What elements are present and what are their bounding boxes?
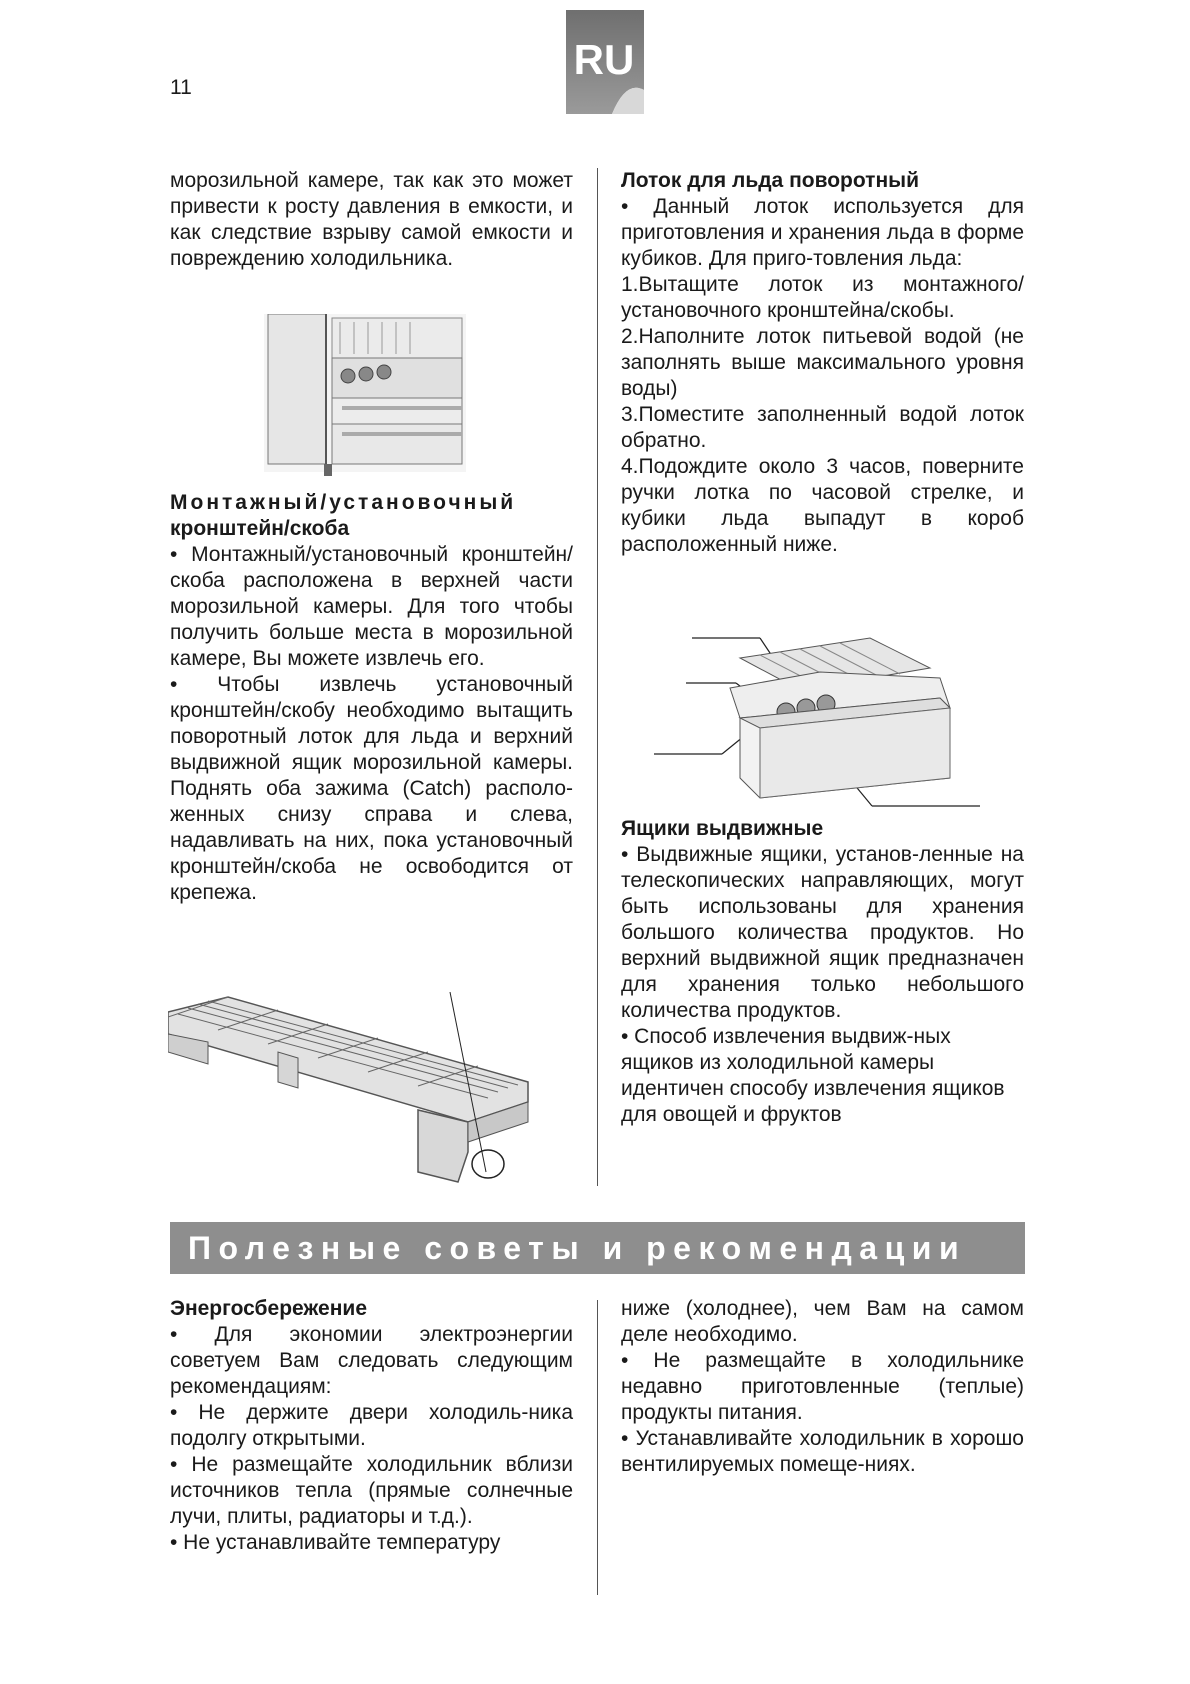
intro-paragraph: морозильной камере, так как это может привести к росту давления в емкости, и как следствие взрыву самой емкости и повреждению холодильника. [170,169,573,270]
ice-tray-intro: • Данный лоток используется для приготовления и хранения льда в форме кубиков. Для приго-товления льда: [621,195,1024,270]
drawers-heading: Ящики выдвижные [621,817,824,840]
left-column-bracket [170,490,573,906]
left-column-bottom [170,1296,573,1556]
bracket-heading: Монтажный/установочный [170,491,517,514]
energy-tip-5: • Устанавливайте холодильник в хорошо вентилируемых помеще-ниях. [621,1427,1024,1476]
language-badge [566,10,644,114]
bracket-paragraph-2: • Чтобы извлечь установочный кронштейн/скобу необходимо вытащить поворотный лоток для льда и верхний выдвижной ящик морозильной камеры. Поднять оба зажима (Catch) располо-женных снизу справа и слева, надавливать на них, пока установочный кронштейн/скоба не освободится от крепежа. [170,673,573,904]
bracket-paragraph-1: • Монтажный/установочный кронштейн/скоба расположена в верхней части морозильной камеры. Для того чтобы получить больше места в морозильной камере, Вы можете извлечь его. [170,543,573,670]
freezer-illustration [262,314,468,479]
right-column-drawers [621,816,1024,1128]
energy-tip-3: • Не устанавливайте температуру [170,1531,501,1554]
bracket-heading-2: кронштейн/скоба [170,517,350,540]
column-divider-top [597,168,598,1186]
bracket-illustration [168,992,588,1184]
ice-tray-step-2: 2.Наполните лоток питьевой водой (не заполнять выше максимального уровня воды) [621,325,1024,400]
page-number: 11 [170,76,192,99]
energy-intro: • Для экономии электроэнергии советуем Вам следовать следующим рекомендациям: [170,1323,573,1398]
energy-heading: Энергосбережение [170,1297,367,1320]
ice-tray-step-1: 1.Вытащите лоток из монтажного/установочного кронштейна/скобы. [621,273,1024,322]
right-column-top [621,168,1024,558]
energy-tip-1: • Не держите двери холодиль-ника подолгу открытыми. [170,1401,573,1450]
ice-tray-illustration [650,628,985,808]
energy-tip-2: • Не размещайте холодильник вблизи источников тепла (прямые солнечные лучи, плиты, радиаторы и т.д.). [170,1453,573,1528]
drawers-paragraph-2: • Способ извлечения выдвиж-ных ящиков из холодильной камеры идентичен способу извлечения ящиков для овощей и фруктов [621,1025,1005,1126]
drawers-paragraph-1: • Выдвижные ящики, установ-ленные на телескопических направляющих, могут быть использованы для хранения большого количества продуктов. Но верхний выдвижной ящик предназначен для хранения только небольшого количества продуктов. [621,843,1024,1022]
column-divider-bottom [597,1300,598,1595]
energy-tip-3-continued: ниже (холоднее), чем Вам на самом деле необходимо. [621,1297,1024,1346]
energy-tip-4: • Не размещайте в холодильнике недавно приготовленные (теплые) продукты питания. [621,1349,1024,1424]
right-column-bottom [621,1296,1024,1478]
ice-tray-step-3: 3.Поместите заполненный водой лоток обратно. [621,403,1024,452]
badge-text: RU [573,36,635,83]
ice-tray-heading: Лоток для льда поворотный [621,169,919,192]
section-banner: Полезные советы и рекомендации [170,1222,1025,1274]
left-column-top [170,168,573,272]
ice-tray-step-4: 4.Подождите около 3 часов, поверните ручки лотка по часовой стрелке, и кубики льда выпадут в короб расположенный ниже. [621,455,1024,556]
